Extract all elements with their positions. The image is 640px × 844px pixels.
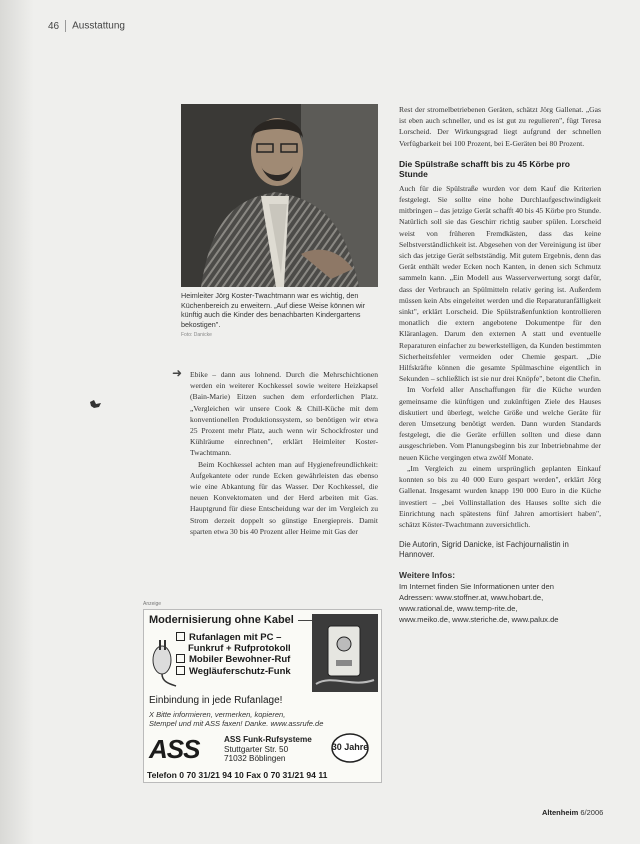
left-text-column — [190, 369, 378, 537]
info-line: www.meiko.de, www.steriche.de, www.palux.de — [399, 615, 559, 625]
company-street: Stuttgarter Str. 50 — [224, 744, 289, 754]
info-line: Im Internet finden Sie Informationen unter den — [399, 582, 554, 592]
subheading: Die Spülstraße schafft bis zu 45 Körbe pro Stunde — [399, 158, 570, 180]
person-photo — [181, 104, 378, 287]
ad-check-item: Mobiler Bewohner-Ruf — [176, 654, 291, 666]
right-paragraph: Auch für die Spülstraße wurden vor dem Kauf die Kriterien festgelegt. Sie sollte eine hohe Durchlaufgeschwindigkeit mitbringen – das jetzige Gerät schafft 40 bis 45 Körbe pro Stunde. Natürlich soll sie das Geschirr richtig sauber spülen. Lorscheid weist von früheren Fremdkästen, dass das keine Selbstverständlichkeit ist. Abgesehen von der Vereinigung ist über sich das jetzige Gerät selbstständig. Mit gutem Ergebnis, denn das Gerät enthält weder Ecken noch Kanten, in denen sich Schmutz sammeln kann. „Ein Modell aus Wasserverwertung sorgt dafür, dass der Verbrauch an Spülmitteln relativ gering ist. Außerdem müssen kein Abs eingeleitet werden und die Reparaturanfälligkeit sinkt", erklärt Lorscheid. Die Spülstraßenfunktion kontrollieren monatlich die extern angebotene Dokumentpe für den Kläranlagen. Darum den externen A statt und eventuelle Reparaturen einfacher zu bewerkstelligen, da Kunden bestimmten Sicherheitsfehler vermeiden oder Chemie gespart. „Die Hilfskräfte können die gesamte Spülmaschine eigentlich in Sekunden – schließlich ist sie nur drei Knöpfe", betont die Chefin. — [399, 183, 601, 384]
company-city: 71032 Böblingen — [224, 754, 286, 764]
ad-company — [224, 735, 312, 764]
section-title: Ausstattung — [72, 20, 125, 32]
device-photo-icon — [312, 614, 378, 692]
left-paragraph: Beim Kochkessel achten man auf Hygienefreundlichkeit: Aufgekantete oder runde Ecken gewährleisten das ebenso wie eine Abkantung für das Wasser. Der Kochkessel, die neuen Konvektomaten und der Herd arbeiten mit Gas. Hauptgrund für diese Entscheidung war der im Vergleich zu Strom derzeit doppelt so günstige Energiepreis. Damit sparten etwa 30 bis 40 Prozent aller Heime mit Gas der — [190, 459, 378, 536]
info-line: www.rational.de, www.temp-rite.de, — [399, 604, 518, 614]
ad-check-item: Wegläuferschutz-Funk — [176, 666, 291, 678]
ad-phone: Telefon 0 70 31/21 94 10 Fax 0 70 31/21 94 11 — [147, 770, 328, 780]
checkbox-icon — [176, 666, 185, 675]
scan-edge — [0, 0, 34, 844]
photo-credit: Foto: Danicke — [181, 332, 212, 339]
page-number: 46 — [48, 20, 60, 32]
ad-label: Anzeige — [143, 601, 162, 607]
right-paragraph: „Im Vergleich zu einem ursprünglich geplanten Einkauf konnten so bis zu 40 000 Euro gespart werden", erklärt Jörg Gallenat. Insgesamt wurden knapp 190 000 Euro in die Küche investiert – „bei Vollinstallation des Hauses sollte sich die Einrichtung nach spätestens fünf Jahren amortisiert haben", schätzt Köster-Twachtmann zuversichtlich. — [399, 463, 601, 529]
ad-einbindung: Einbindung in jede Rufanlage! — [149, 695, 283, 706]
person-photo-icon — [181, 104, 378, 287]
company-name: ASS Funk-Rufsysteme — [224, 735, 312, 744]
plug-icon — [150, 634, 178, 688]
info-body — [399, 581, 601, 625]
right-text-column — [399, 104, 601, 625]
right-paragraph: Im Vorfeld aller Anschaffungen für die Küche wurden gemeinsame die künftigen und zukünftigen Ziele des Hauses diskutiert und überlegt, welche Größe und welche Geräte für deren Umsetzung benötigt werden. Dann wurden Standards festgelegt, die die Geräte erfüllen sollten und diese dann ausgeschrieben. Vom Planungsbeginn bis zur Inbetriebnahme der neuen Küche vergingen etwa zwölf Monate. — [399, 385, 601, 462]
badge-text: 30 Jahre — [331, 742, 369, 752]
header-divider — [65, 20, 66, 32]
author-note: Die Autorin, Sigrid Danicke, ist Fachjournalistin in Hannover. — [399, 540, 569, 560]
issue-number: 6/2006 — [580, 808, 604, 817]
arrow-right-icon: ➜ — [172, 366, 183, 380]
page-footer — [542, 808, 603, 817]
ad-note: X Bitte informieren, vermerken, kopieren, Stempel und mit ASS faxen! Danke. www.assrufe.de — [149, 710, 324, 728]
photo-caption — [181, 291, 381, 341]
caption-text: Heimleiter Jörg Koster-Twachtmann war es wichtig, den Küchenbereich zu erweitern. „Auf diese Weise können wir künftig auch die Kinder des benachbarten Kindergartens bekostigen". — [181, 291, 366, 329]
page-header — [48, 20, 125, 32]
ad-title: Modernisierung ohne Kabel — [149, 614, 358, 626]
checkbox-icon — [176, 654, 185, 663]
ad-check-item-cont: Funkruf + Rufprotokoll — [188, 642, 291, 654]
ad-check-item: Rufanlagen mit PC – — [176, 632, 291, 644]
right-paragraph: Rest der stromelbetriebenen Geräten, schätzt Jörg Gallenat. „Gas ist eben auch schneller, und es ist gut zu regulieren", fügt Teresa Lorscheid. Der Wirkungsgrad liegt aufgrund der schnellen Verfügbarkeit bei 100 Prozent, bei E-Geräten bei 80 Prozent. — [399, 105, 601, 148]
info-line: Adressen: www.stoffner.at, www.hobart.de, — [399, 593, 544, 603]
anniversary-badge-icon — [330, 732, 370, 764]
checkbox-icon — [176, 632, 185, 641]
magazine-name: Altenheim — [542, 808, 579, 817]
ad-checklist — [176, 632, 291, 677]
info-heading: Weitere Infos: — [399, 570, 456, 581]
left-paragraph: Ebike – dann aus lohnend. Durch die Mehrschichtionen werden ein weiterer Kochkessel sowie weitere Heizkapsel (Bain-Marie) Eitzen suchen dem erforderlichen Platz. „Vergleichen wir unsere Cook & Chill-Küche mit dem konventionellen Produktionssystem, so benötigen wir etwa 25 Prozent mehr Platz, auch wenn wir Schockfroster und Kühlräume einrechnen", erklärt Heimleiter Koster-Twachtmann. — [190, 370, 378, 458]
ass-logo: ASS — [149, 734, 200, 764]
ink-blot-icon — [88, 398, 104, 410]
advertisement — [143, 609, 382, 783]
